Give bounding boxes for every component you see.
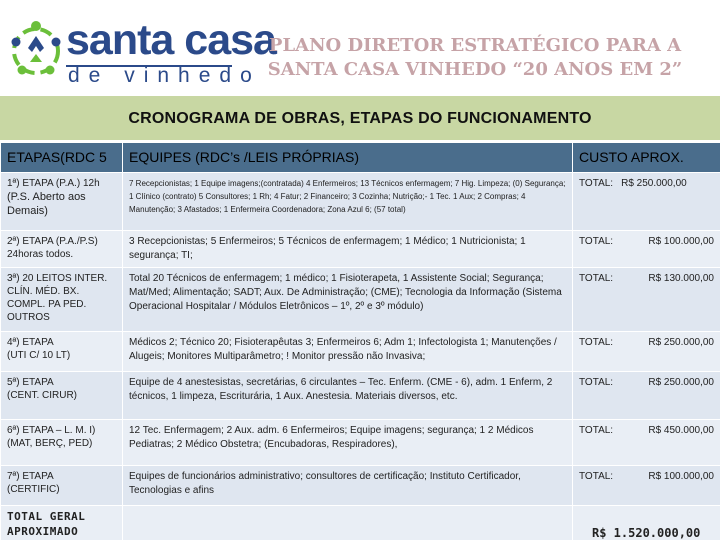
stage-cell (1, 231, 123, 268)
table-header-row (1, 143, 720, 173)
stage-cell (1, 332, 123, 372)
logo-subtitle: de vinhedo (68, 64, 261, 87)
header-stages: ETAPAS(RDC 5 (1, 143, 123, 173)
stage-line2: 24horas todos. (7, 249, 74, 260)
stage-line1: 6ª) ETAPA – L. M. I) (7, 425, 96, 436)
cost-cell (573, 372, 720, 420)
cost-cell (573, 332, 720, 372)
stage-line2: (P.S. Aberto aos Demais) (7, 191, 86, 217)
cost-label: TOTAL: (579, 236, 614, 247)
stage-line2: (UTI C/ 10 LT) (7, 350, 71, 361)
cost-label: TOTAL: (579, 425, 614, 436)
cost-label: TOTAL: (579, 337, 614, 348)
cost-cell (573, 268, 720, 332)
schedule-table (0, 142, 720, 540)
total-label-line1: TOTAL GERAL (7, 510, 86, 523)
logo-people-icon (8, 18, 64, 84)
stage-line1: 3ª) 20 LEITOS INTER. CLÍN. MÉD. BX. COMPL. PA PED. OUTROS (7, 273, 108, 323)
cost-label: TOTAL: (579, 471, 614, 482)
stage-cell (1, 420, 123, 466)
logo (8, 8, 276, 90)
table-row (1, 466, 720, 506)
cost-cell (573, 231, 720, 268)
stage-cell (1, 268, 123, 332)
team-cell: 12 Tec. Enfermagem; 2 Aux. adm. 6 Enfermeiros; Equipe imagens; segurança; 1 2 Médicos Pediatras; 2 Médico Obstetra; (Encubadoras, Respiradores), (123, 420, 573, 466)
table-row (1, 268, 720, 332)
cost-label: TOTAL: (579, 178, 614, 189)
cost-value: R$ 100.000,00 (648, 471, 714, 482)
total-value: R$ 1.520.000,00 (592, 526, 701, 540)
table-row (1, 231, 720, 268)
team-cell: 7 Recepcionistas; 1 Equipe imagens;(contratada) 4 Enfermeiros; 13 Técnicos enfermagem; 7 Hig. Limpeza; (0) Segurança; 1 Clínico (contrato) 5 Consultores; 1 Rh; 4 Fatur; 2 Financeiro; 3 Cozinha; Nutrição;- 1 Tec. 1 Aux; 2 Compras; 4 Manutenção; 3 Afastados; 1 Enfermeira Coordenadora; Zona Azul 6; (57 total) (123, 173, 573, 231)
total-label-cell (1, 506, 123, 540)
plan-title-line2: SANTA CASA VINHEDO “20 ANOS EM 2” (267, 59, 683, 80)
team-cell: Médicos 2; Técnico 20; Fisioterapêutas 3; Enfermeiros 6; Adm 1; Infectologista 1; Manutenções / Alugeis; Monitores Multiparâmetro; ! Monitor pressão não Invasiva; (123, 332, 573, 372)
stage-line2: (CERTIFIC) (7, 484, 60, 495)
team-cell: Equipe de 4 anestesistas, secretárias, 6 circulantes – Tec. Enferm. (CME - 6), adm. 1 Enferm, 2 técnicos, 1 limpeza, Escriturária, 1 Aux. Anestesia. Materiais diversos, etc. (123, 372, 573, 420)
stage-line1: 4ª) ETAPA (7, 337, 54, 348)
total-label-line2: APROXIMADO (7, 525, 79, 538)
plan-title (250, 34, 700, 82)
table-row (1, 420, 720, 466)
stage-line1: 5ª) ETAPA (7, 377, 54, 388)
header-teams: EQUIPES (RDC’s /LEIS PRÓPRIAS) (123, 143, 573, 173)
stage-line1: 1ª) ETAPA (P.A.) 12h (7, 178, 100, 189)
section-title: CRONOGRAMA DE OBRAS, ETAPAS DO FUNCIONAMENTO (128, 110, 592, 127)
header-cost: CUSTO APROX. (573, 143, 720, 173)
cost-value: R$ 250.000,00 (621, 178, 687, 189)
cost-value: R$ 450.000,00 (648, 425, 714, 436)
cost-value: R$ 250.000,00 (648, 377, 714, 388)
table-row (1, 332, 720, 372)
table-row (1, 173, 720, 231)
cost-cell (573, 466, 720, 506)
team-cell: Equipes de funcionários administrativo; consultores de certificação; Instituto Certificador, Tecnologias e afins (123, 466, 573, 506)
team-cell: Total 20 Técnicos de enfermagem; 1 médico; 1 Fisioterapeta, 1 Assistente Social; Segurança; Mat/Med; Alimentação; SADT; Aux. De Administração; (CME); Tecnologia da Informação (Sistema Operacional Hospitalar / Módulos Eletrônicos – 1º, 2º e 3º módulo) (123, 268, 573, 332)
total-empty-cell (123, 506, 573, 540)
table-row (1, 372, 720, 420)
cost-cell (573, 173, 720, 231)
cost-value: R$ 130.000,00 (648, 273, 714, 284)
stage-line1: 2ª) ETAPA (P.A./P.S) (7, 236, 98, 247)
stage-line1: 7ª) ETAPA (7, 471, 54, 482)
stage-cell (1, 466, 123, 506)
stage-cell (1, 372, 123, 420)
cost-value: R$ 250.000,00 (648, 337, 714, 348)
cost-label: TOTAL: (579, 273, 614, 284)
cost-cell (573, 420, 720, 466)
logo-wordmark: santa casa (66, 16, 276, 64)
stage-line2: (MAT, BERÇ, PED) (7, 438, 93, 449)
cost-label: TOTAL: (579, 377, 614, 388)
stage-cell (1, 173, 123, 231)
team-cell: 3 Recepcionistas; 5 Enfermeiros; 5 Técnicos de enfermagem; 1 Médico; 1 Nutricionista; 1 segurança; TI; (123, 231, 573, 268)
stage-line2: (CENT. CIRUR) (7, 390, 77, 401)
plan-title-line1: PLANO DIRETOR ESTRATÉGICO PARA A (268, 35, 682, 56)
cost-value: R$ 100.000,00 (648, 236, 714, 247)
